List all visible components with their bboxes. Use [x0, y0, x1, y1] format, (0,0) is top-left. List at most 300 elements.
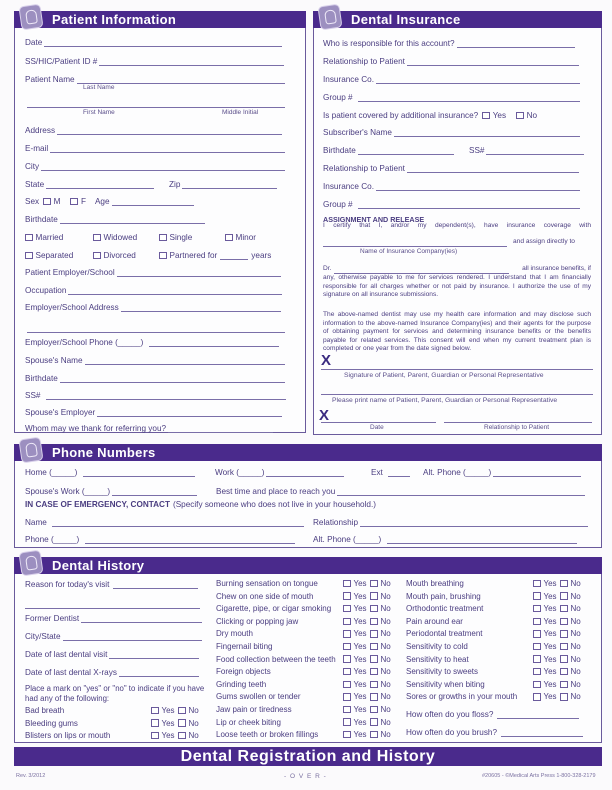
- label: Separated: [35, 251, 74, 260]
- yes-label: Yes: [353, 642, 367, 651]
- yes-checkbox[interactable]: [343, 730, 370, 739]
- first-name-caption: First Name: [83, 109, 115, 116]
- checkbox-box: [343, 655, 351, 663]
- yes-checkbox[interactable]: [533, 579, 560, 588]
- patient-information-section: [14, 11, 306, 433]
- employer-address-line-2[interactable]: [27, 332, 285, 333]
- yes-checkbox[interactable]: [533, 680, 560, 689]
- subscriber-birthdate-field[interactable]: [323, 146, 454, 155]
- history-item-label: Pain around ear: [406, 616, 463, 626]
- spouse-ss-field[interactable]: [25, 391, 286, 400]
- brush-frequency-field[interactable]: [406, 728, 583, 737]
- city-state-field[interactable]: [25, 632, 202, 641]
- yes-label: Yes: [543, 604, 557, 614]
- no-checkbox[interactable]: [370, 642, 391, 651]
- revision-label: Rev. 3/2012: [16, 773, 46, 779]
- yes-no-group: [343, 692, 391, 701]
- yes-label: Yes: [353, 717, 367, 727]
- ext-field[interactable]: [371, 468, 410, 477]
- no-label: No: [570, 579, 581, 588]
- yes-no-group: [533, 604, 581, 613]
- home-phone-field[interactable]: [25, 468, 195, 477]
- no-checkbox[interactable]: [560, 692, 581, 701]
- yes-no-group: [343, 629, 391, 638]
- label: Date of last dental X-rays: [25, 668, 117, 677]
- spouse-employer-field[interactable]: [25, 408, 282, 417]
- checkbox-box: [533, 681, 541, 689]
- history-item-label: Loose teeth or broken fillings: [216, 730, 319, 740]
- yes-label: Yes: [353, 579, 367, 588]
- middle-initial-caption: Middle Initial: [222, 109, 259, 116]
- yes-no-group: [343, 592, 391, 601]
- email-field[interactable]: [25, 144, 285, 153]
- zip-field[interactable]: [169, 180, 277, 189]
- single-checkbox[interactable]: [159, 233, 225, 242]
- dental-history-section: [14, 557, 602, 743]
- checkbox-box: [560, 618, 568, 626]
- yes-no-group: [533, 655, 581, 664]
- employer-address-field[interactable]: [25, 303, 281, 312]
- checkbox-box: [370, 681, 378, 689]
- yes-checkbox[interactable]: [151, 731, 178, 740]
- no-checkbox[interactable]: [178, 706, 199, 715]
- no-checkbox[interactable]: [370, 705, 391, 714]
- label: Minor: [235, 233, 256, 242]
- no-checkbox[interactable]: [560, 579, 581, 588]
- label: Former Dentist: [25, 614, 80, 623]
- yes-checkbox[interactable]: [343, 617, 370, 626]
- history-item-label: Periodontal treatment: [406, 629, 483, 639]
- yes-label: Yes: [161, 731, 175, 741]
- checkbox-box: [370, 668, 378, 676]
- yes-checkbox[interactable]: [533, 604, 560, 613]
- yes-checkbox[interactable]: [343, 579, 370, 588]
- no-label: No: [570, 591, 581, 601]
- relationship-field-2[interactable]: [323, 164, 579, 173]
- yes-label: Yes: [353, 667, 367, 677]
- no-label: No: [380, 692, 391, 702]
- reason-field[interactable]: [25, 580, 198, 589]
- history-item-label: Foreign objects: [216, 667, 271, 677]
- checkbox-box: [343, 643, 351, 651]
- label: Subscriber's Name: [323, 128, 392, 137]
- yes-checkbox[interactable]: [151, 719, 178, 728]
- label: State: [25, 180, 45, 189]
- emergency-name-field[interactable]: [25, 518, 304, 527]
- history-item-label: Sensitivity to heat: [406, 654, 469, 664]
- yes-no-group: [343, 680, 391, 689]
- no-checkbox[interactable]: [370, 692, 391, 701]
- no-checkbox[interactable]: [370, 629, 391, 638]
- label: SS#: [469, 146, 485, 155]
- checkbox-box: [560, 681, 568, 689]
- no-label: No: [188, 731, 199, 741]
- additional-no-checkbox[interactable]: [516, 111, 537, 120]
- former-dentist-field[interactable]: [25, 614, 202, 623]
- no-label: No: [380, 642, 391, 651]
- benefits-text: all insurance benefits, if: [522, 265, 591, 272]
- checkbox-box: [533, 618, 541, 626]
- checkbox-box: [533, 655, 541, 663]
- consent-text: The above-named dentist may use my health care information and may disclose such information to the above-named Insurance Company(ies) and their agents for the purpose of obtaining payment for services and determining insurance benefits or the benefits payable for related services. This consent will end when my current treatment plan is completed or one year from the date signed below.: [323, 311, 591, 353]
- no-checkbox[interactable]: [178, 731, 199, 740]
- no-checkbox[interactable]: [560, 617, 581, 626]
- yes-label: Yes: [543, 629, 557, 639]
- no-checkbox[interactable]: [370, 579, 391, 588]
- label: M: [53, 197, 61, 206]
- yes-no-group: [343, 655, 391, 664]
- label: SS#: [25, 391, 41, 400]
- yes-no-group: [533, 617, 581, 626]
- history-item-label: Jaw pain or tiredness: [216, 705, 292, 714]
- yes-no-group: [343, 604, 391, 613]
- label: Patient Name: [25, 75, 75, 84]
- yes-checkbox[interactable]: [533, 667, 560, 676]
- yes-no-group: [533, 680, 581, 689]
- checkbox-box: [533, 592, 541, 600]
- relationship-caption: Relationship to Patient: [484, 424, 550, 431]
- history-item-label: Sensitivity to cold: [406, 642, 468, 651]
- checkbox-box: [560, 630, 568, 638]
- insurance-company-line[interactable]: [323, 246, 507, 247]
- tooth-icon: [18, 4, 43, 31]
- yes-label: Yes: [353, 616, 367, 626]
- patient-last-name-field[interactable]: [25, 75, 285, 84]
- assignment-title: ASSIGNMENT AND RELEASE: [323, 215, 425, 224]
- marital-row-1: [25, 233, 256, 242]
- state-field[interactable]: [25, 180, 154, 189]
- sex-f-checkbox[interactable]: [70, 197, 86, 206]
- no-checkbox[interactable]: [370, 730, 391, 739]
- label: Address: [25, 126, 56, 135]
- yes-checkbox[interactable]: [533, 592, 560, 601]
- city-field[interactable]: [25, 162, 285, 171]
- last-name-caption: Last Name: [83, 84, 115, 91]
- label: E-mail: [25, 144, 49, 153]
- no-label: No: [380, 629, 391, 639]
- no-label: No: [380, 579, 391, 588]
- additional-yes-checkbox[interactable]: [482, 111, 506, 120]
- checkbox-box: [343, 706, 351, 714]
- alt-phone-field[interactable]: [423, 468, 581, 477]
- date-line[interactable]: [321, 422, 436, 423]
- label: Date: [25, 38, 43, 47]
- history-item-label: Burning sensation on tongue: [216, 579, 318, 588]
- label: How often do you floss?: [406, 710, 494, 719]
- yes-checkbox[interactable]: [343, 604, 370, 613]
- yes-no-group: [343, 718, 391, 727]
- yes-no-group: [343, 617, 391, 626]
- age-label: Age: [94, 197, 110, 206]
- yes-no-group: [343, 667, 391, 676]
- birthdate-field[interactable]: [25, 215, 205, 224]
- tooth-icon: [317, 4, 342, 31]
- no-checkbox[interactable]: [370, 655, 391, 664]
- no-checkbox[interactable]: [370, 592, 391, 601]
- spouse-birthdate-field[interactable]: [25, 374, 285, 383]
- relationship-field[interactable]: [323, 57, 579, 66]
- no-label: No: [380, 717, 391, 727]
- no-label: No: [380, 679, 391, 689]
- yes-checkbox[interactable]: [343, 705, 370, 714]
- label: Spouse's Work (_____): [25, 487, 111, 496]
- no-checkbox[interactable]: [560, 629, 581, 638]
- label: Best time and place to reach you: [216, 487, 336, 496]
- label: Work (_____): [215, 468, 265, 477]
- no-checkbox[interactable]: [560, 655, 581, 664]
- checkbox-box: [533, 630, 541, 638]
- yes-no-group: [533, 667, 581, 676]
- dental-insurance-header: [313, 11, 602, 28]
- checkbox-box: [343, 605, 351, 613]
- label: Whom may we thank for referring you?: [25, 424, 167, 433]
- label: Alt. Phone (_____): [313, 535, 382, 544]
- checkbox-box: [533, 668, 541, 676]
- insurance-company-field-2[interactable]: [323, 182, 580, 191]
- last-visit-field[interactable]: [25, 650, 199, 659]
- section-title: Dental History: [52, 558, 145, 573]
- label: Birthdate: [25, 374, 58, 383]
- label: Group #: [323, 200, 353, 209]
- no-checkbox[interactable]: [560, 680, 581, 689]
- label: Birthdate: [25, 215, 58, 224]
- label: How often do you brush?: [406, 728, 498, 737]
- checkbox-box: [560, 655, 568, 663]
- checkbox-box: [370, 618, 378, 626]
- yes-label: Yes: [543, 679, 557, 689]
- responsible-field[interactable]: [323, 39, 575, 48]
- history-item-label: Dry mouth: [216, 629, 253, 639]
- widowed-checkbox[interactable]: [93, 233, 159, 242]
- history-item-label: Sores or growths in your mouth: [406, 692, 518, 702]
- label: Insurance Co.: [323, 75, 374, 84]
- partnered-years-input[interactable]: [220, 251, 248, 260]
- emergency-contact-heading: [25, 500, 376, 509]
- work-phone-field[interactable]: [215, 468, 344, 477]
- no-label: No: [380, 591, 391, 601]
- label: Name: [25, 518, 47, 527]
- no-label: No: [380, 705, 391, 714]
- instructions-text: Place a mark on "yes" or "no" to indicate if you have had any of the following:: [25, 684, 205, 703]
- checkbox-box: [370, 630, 378, 638]
- yes-checkbox[interactable]: [533, 642, 560, 651]
- history-item-label: Mouth breathing: [406, 579, 464, 588]
- no-checkbox[interactable]: [560, 667, 581, 676]
- employer-phone-field[interactable]: [25, 338, 279, 347]
- yes-no-group: [151, 719, 199, 728]
- history-item-label: Sensitivity when biting: [406, 679, 485, 689]
- reason-line-2[interactable]: [25, 608, 200, 609]
- yes-checkbox[interactable]: [343, 592, 370, 601]
- no-checkbox[interactable]: [370, 604, 391, 613]
- age-input[interactable]: [112, 197, 194, 206]
- yes-checkbox[interactable]: [343, 692, 370, 701]
- emergency-phone-field[interactable]: [25, 535, 295, 544]
- yes-checkbox[interactable]: [343, 680, 370, 689]
- sex-age-row: [25, 197, 194, 206]
- label: Spouse's Employer: [25, 408, 96, 417]
- insurance-company-field[interactable]: [323, 75, 580, 84]
- yes-label: Yes: [543, 642, 557, 651]
- subscriber-ss-field[interactable]: [469, 146, 584, 155]
- checkbox-box: [560, 668, 568, 676]
- print-name-line[interactable]: [321, 394, 593, 395]
- no-label: No: [380, 667, 391, 677]
- signature-x-mark: X: [321, 352, 332, 369]
- section-title: Phone Numbers: [52, 445, 156, 460]
- separated-checkbox[interactable]: [25, 251, 93, 260]
- dr-label: Dr.: [323, 265, 332, 272]
- signature-caption: Signature of Patient, Parent, Guardian or Personal Representative: [344, 372, 544, 379]
- label: Alt. Phone (_____): [423, 468, 492, 477]
- no-label: No: [380, 730, 391, 740]
- yes-no-group: [533, 579, 581, 588]
- label: Married: [35, 233, 64, 242]
- yes-checkbox[interactable]: [151, 706, 178, 715]
- yes-no-group: [343, 642, 391, 651]
- yes-checkbox[interactable]: [533, 617, 560, 626]
- spouse-work-phone-field[interactable]: [25, 487, 197, 496]
- no-checkbox[interactable]: [370, 718, 391, 727]
- checkbox-box: [178, 719, 186, 727]
- checkbox-box: [533, 580, 541, 588]
- no-checkbox[interactable]: [370, 667, 391, 676]
- history-item-label: Grinding teeth: [216, 679, 267, 689]
- address-field[interactable]: [25, 126, 282, 135]
- tooth-icon: [18, 437, 43, 464]
- yes-checkbox[interactable]: [343, 718, 370, 727]
- first-name-line[interactable]: [27, 107, 285, 108]
- label: Home (_____): [25, 468, 78, 477]
- label: Birthdate: [323, 146, 356, 155]
- no-label: No: [570, 654, 581, 664]
- checkbox-box: [560, 605, 568, 613]
- married-checkbox[interactable]: [25, 233, 93, 242]
- yes-label: Yes: [353, 591, 367, 601]
- emergency-title: IN CASE OF EMERGENCY, CONTACT: [25, 500, 170, 509]
- yes-label: Yes: [353, 692, 367, 702]
- checkbox-box: [560, 643, 568, 651]
- partnered-checkbox[interactable]: [159, 251, 217, 260]
- no-label: No: [380, 604, 391, 614]
- yes-label: Yes: [543, 591, 557, 601]
- date-x-mark: X: [319, 407, 330, 424]
- history-item-label: Clicking or popping jaw: [216, 616, 299, 626]
- additional-insurance-row: [323, 111, 537, 120]
- label: Group #: [323, 93, 353, 102]
- checkbox-box: [151, 732, 159, 740]
- checkbox-box: [533, 643, 541, 651]
- no-checkbox[interactable]: [370, 680, 391, 689]
- yes-label: Yes: [353, 679, 367, 689]
- no-checkbox[interactable]: [560, 592, 581, 601]
- no-checkbox[interactable]: [560, 604, 581, 613]
- no-checkbox[interactable]: [560, 642, 581, 651]
- emergency-alt-phone-field[interactable]: [313, 535, 577, 544]
- checkbox-box: [178, 732, 186, 740]
- tooth-icon: [18, 550, 43, 577]
- employer-field[interactable]: [25, 268, 281, 277]
- print-name-caption: Please print name of Patient, Parent, Guardian or Personal Representative: [332, 397, 558, 404]
- checkbox-box: [370, 718, 378, 726]
- checkbox-box: [370, 655, 378, 663]
- yes-no-group: [533, 692, 581, 701]
- signature-line[interactable]: [321, 369, 593, 370]
- assignment-text-2: any, otherwise payable to me for services rendered. I understand that I am financially responsible for all charges whether or not paid by insurance. I authorize the use of my signature on all insurance submissions.: [323, 274, 591, 299]
- label: Single: [169, 233, 193, 242]
- yes-label: Yes: [353, 604, 367, 614]
- yes-checkbox[interactable]: [343, 667, 370, 676]
- no-label: No: [570, 616, 581, 626]
- history-item-label: Fingernail biting: [216, 642, 273, 651]
- no-label: No: [570, 692, 581, 702]
- yes-checkbox[interactable]: [343, 629, 370, 638]
- group-number-field-2[interactable]: [323, 200, 580, 209]
- sex-m-checkbox[interactable]: [43, 197, 60, 206]
- no-checkbox[interactable]: [370, 617, 391, 626]
- section-title: Patient Information: [52, 12, 177, 27]
- last-xrays-field[interactable]: [25, 668, 199, 677]
- best-time-field[interactable]: [216, 487, 585, 496]
- yes-checkbox[interactable]: [533, 655, 560, 664]
- minor-checkbox[interactable]: [225, 233, 256, 242]
- checkbox-box: [343, 731, 351, 739]
- spouse-name-field[interactable]: [25, 356, 285, 365]
- emergency-note: (Specify someone who does not live in your household.): [172, 500, 376, 509]
- no-checkbox[interactable]: [178, 719, 199, 728]
- group-number-field[interactable]: [323, 93, 580, 102]
- occupation-field[interactable]: [25, 286, 282, 295]
- label: Yes: [492, 111, 507, 120]
- date-field[interactable]: [25, 38, 282, 47]
- assign-directly-text: and assign directly to: [513, 238, 575, 245]
- history-item-label: Sensitivity to sweets: [406, 667, 479, 677]
- yes-checkbox[interactable]: [343, 642, 370, 651]
- dental-insurance-section: [313, 11, 602, 435]
- subscriber-name-field[interactable]: [323, 128, 580, 137]
- yes-label: Yes: [161, 706, 175, 715]
- section-title: Dental Insurance: [351, 12, 461, 27]
- divorced-checkbox[interactable]: [93, 251, 159, 260]
- checkbox-box: [343, 693, 351, 701]
- yes-checkbox[interactable]: [343, 655, 370, 664]
- label: Ext: [371, 468, 383, 477]
- yes-label: Yes: [353, 654, 367, 664]
- floss-frequency-field[interactable]: [406, 710, 579, 719]
- emergency-relationship-field[interactable]: [313, 518, 588, 527]
- yes-label: Yes: [543, 692, 557, 702]
- checkbox-box: [560, 693, 568, 701]
- yes-no-group: [343, 730, 391, 739]
- history-item-label: Chew on one side of mouth: [216, 591, 314, 601]
- checkbox-box: [370, 693, 378, 701]
- no-label: No: [380, 616, 391, 626]
- no-label: No: [570, 642, 581, 651]
- label: Relationship to Patient: [323, 57, 405, 66]
- yes-checkbox[interactable]: [533, 629, 560, 638]
- publisher-label: #20605 - ©Medical Arts Press 1-800-328-2179: [482, 773, 596, 779]
- relationship-line[interactable]: [444, 422, 592, 423]
- label: Spouse's Name: [25, 356, 83, 365]
- referral-field[interactable]: [25, 424, 273, 433]
- checkbox-box: [560, 592, 568, 600]
- no-label: No: [570, 629, 581, 639]
- yes-checkbox[interactable]: [533, 692, 560, 701]
- history-item-label: Food collection between the teeth: [216, 654, 336, 664]
- yes-no-group: [343, 579, 391, 588]
- patient-id-field[interactable]: [25, 57, 284, 66]
- label: SS/HIC/Patient ID #: [25, 57, 98, 66]
